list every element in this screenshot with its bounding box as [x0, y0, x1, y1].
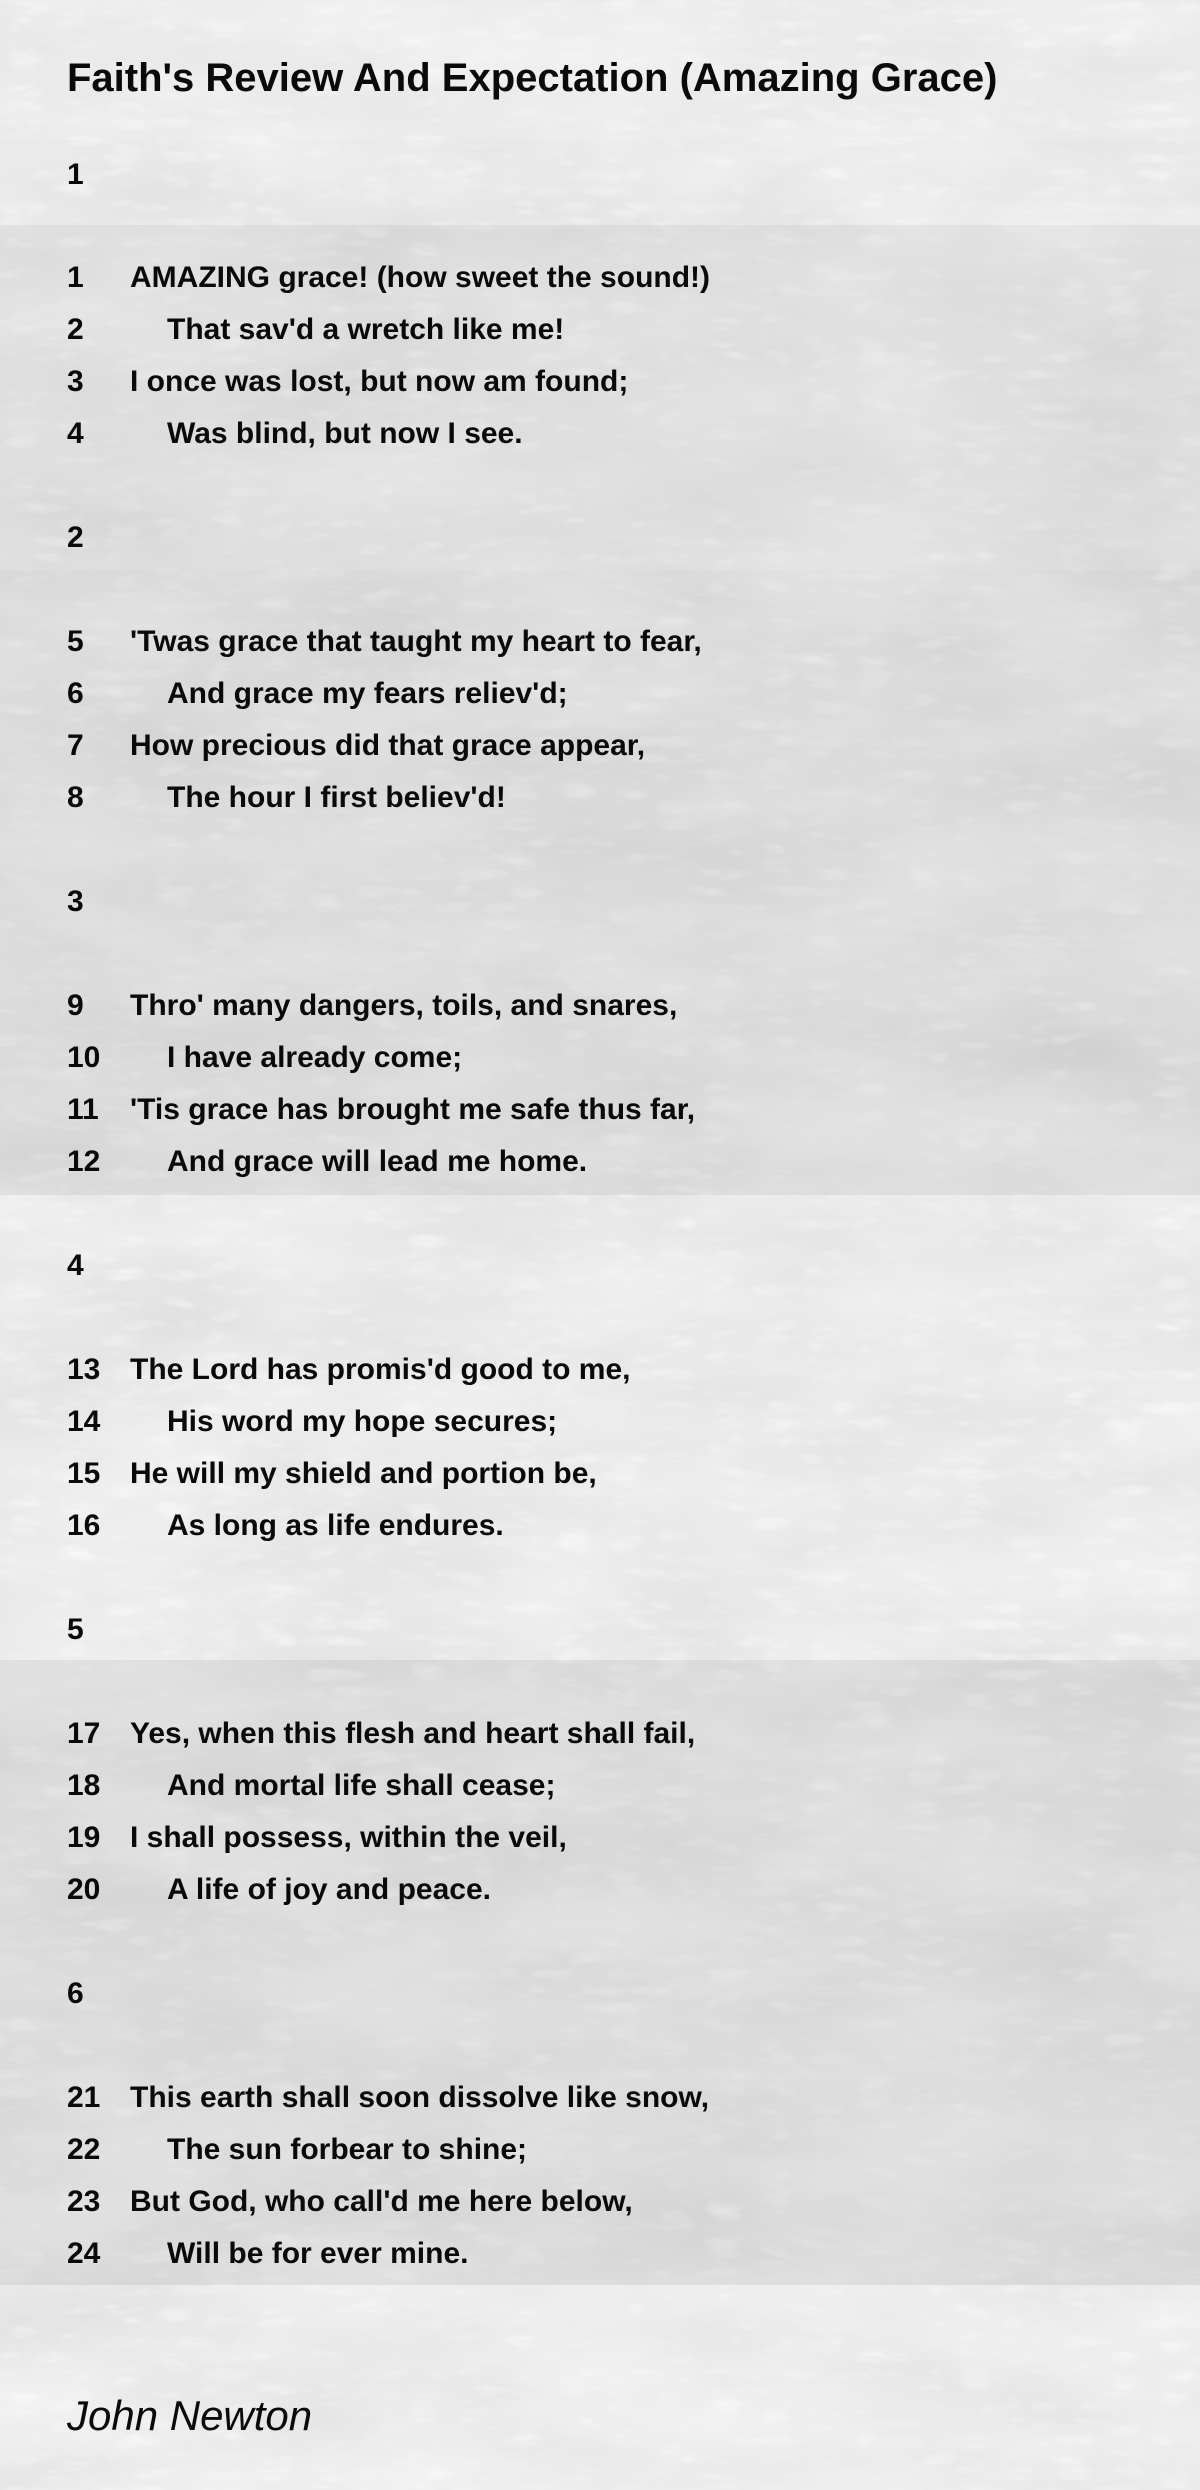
- line-text: The Lord has promis'd good to me,: [130, 1353, 631, 1386]
- line-number: 19: [67, 1821, 101, 1854]
- line-text: As long as life endures.: [167, 1509, 504, 1542]
- line-number: 7: [67, 729, 84, 762]
- stanza-number: 5: [67, 1613, 84, 1646]
- poem-title: Faith's Review And Expectation (Amazing Grace): [67, 56, 998, 100]
- line-number: 1: [67, 261, 84, 294]
- line-text: Thro' many dangers, toils, and snares,: [130, 989, 678, 1022]
- line-number: 4: [67, 417, 84, 450]
- line-text: Was blind, but now I see.: [167, 417, 523, 450]
- line-number: 12: [67, 1145, 101, 1178]
- line-number: 3: [67, 365, 84, 398]
- line-number: 5: [67, 625, 84, 658]
- line-number: 21: [67, 2081, 101, 2114]
- line-number: 24: [67, 2237, 101, 2270]
- line-number: 18: [67, 1769, 101, 1802]
- stanza-number: 4: [67, 1249, 84, 1282]
- stanza-number: 2: [67, 521, 84, 554]
- line-text: That sav'd a wretch like me!: [167, 313, 565, 346]
- line-text: 'Twas grace that taught my heart to fear,: [130, 625, 702, 658]
- line-text: And grace my fears reliev'd;: [167, 677, 568, 710]
- line-number: 8: [67, 781, 84, 814]
- line-number: 20: [67, 1873, 101, 1906]
- line-number: 15: [67, 1457, 101, 1490]
- line-number: 6: [67, 677, 84, 710]
- line-text: A life of joy and peace.: [167, 1873, 491, 1906]
- line-number: 9: [67, 989, 84, 1022]
- line-text: The hour I first believ'd!: [167, 781, 506, 814]
- line-number: 23: [67, 2185, 101, 2218]
- line-text: I once was lost, but now am found;: [130, 365, 629, 398]
- line-number: 13: [67, 1353, 101, 1386]
- stanza-number: 3: [67, 885, 84, 918]
- line-text: He will my shield and portion be,: [130, 1457, 597, 1490]
- stanza-number: 1: [67, 158, 84, 191]
- line-text: But God, who call'd me here below,: [130, 2185, 633, 2218]
- line-number: 17: [67, 1717, 101, 1750]
- line-text: This earth shall soon dissolve like snow,: [130, 2081, 710, 2114]
- line-number: 16: [67, 1509, 101, 1542]
- line-text: Will be for ever mine.: [167, 2237, 469, 2270]
- line-number: 10: [67, 1041, 101, 1074]
- line-text: And mortal life shall cease;: [167, 1769, 556, 1802]
- line-text: And grace will lead me home.: [167, 1145, 588, 1178]
- line-text: His word my hope secures;: [167, 1405, 558, 1438]
- stanza-number: 6: [67, 1977, 84, 2010]
- line-text: How precious did that grace appear,: [130, 729, 646, 762]
- line-text: AMAZING grace! (how sweet the sound!): [130, 261, 711, 294]
- line-text: Yes, when this flesh and heart shall fail,: [130, 1717, 696, 1750]
- line-number: 2: [67, 313, 84, 346]
- poem-author: John Newton: [67, 2392, 313, 2439]
- line-text: I have already come;: [167, 1041, 463, 1074]
- line-number: 11: [67, 1093, 99, 1126]
- line-text: 'Tis grace has brought me safe thus far,: [130, 1093, 696, 1126]
- line-text: I shall possess, within the veil,: [130, 1821, 567, 1854]
- line-number: 22: [67, 2133, 101, 2166]
- line-number: 14: [67, 1405, 101, 1438]
- line-text: The sun forbear to shine;: [167, 2133, 528, 2166]
